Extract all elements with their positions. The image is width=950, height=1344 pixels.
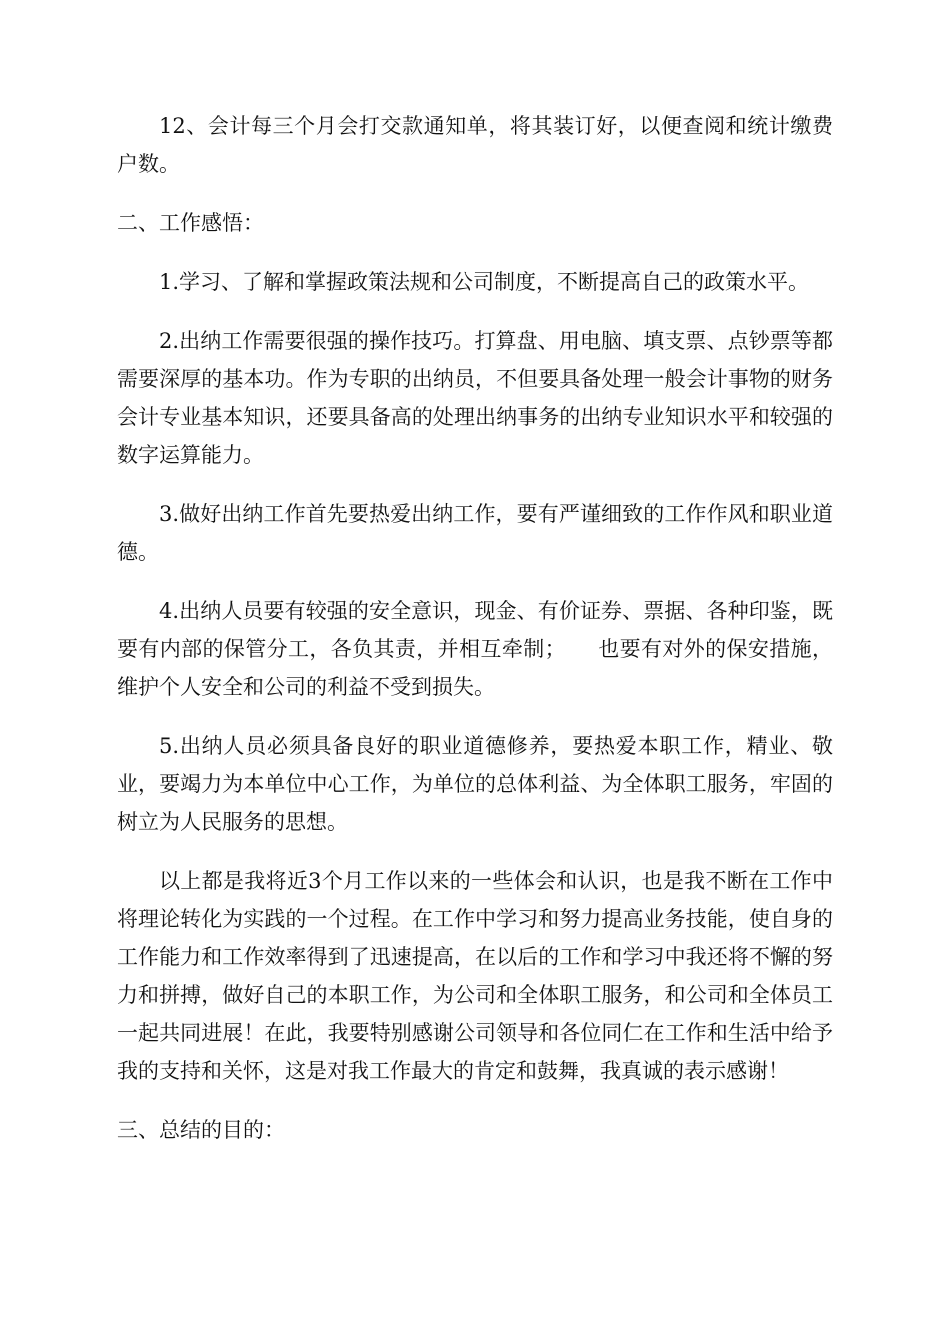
insight-item-3: 3.做好出纳工作首先要热爱出纳工作，要有严谨细致的工作作风和职业道德。	[117, 502, 833, 564]
section-heading-summary-purpose: 三、总结的目的：	[117, 1118, 285, 1142]
insight-item-2: 2.出纳工作需要很强的操作技巧。打算盘、用电脑、填支票、点钞票等都需要深厚的基本功。作为专职的出纳员，不但要具备处理一般会计事物的财务会计专业基本知识，还要具备高的处理出纳事务的出纳专业知识水平和较强的数字运算能力。	[117, 329, 833, 467]
insight-item-5: 5.出纳人员必须具备良好的职业道德修养，要热爱本职工作，精业、敬业，要竭力为本单位中心工作，为单位的总体利益、为全体职工服务，牢固的树立为人民服务的思想。	[117, 734, 833, 834]
insight-item-4: 4.出纳人员要有较强的安全意识，现金、有价证券、票据、各种印鉴，既要有内部的保管分工，各负其责，并相互牵制； 也要有对外的保安措施，维护个人安全和公司的利益不受到损失。	[117, 599, 833, 699]
insight-item-1: 1.学习、了解和掌握政策法规和公司制度，不断提高自己的政策水平。	[159, 270, 810, 294]
paragraph-item-12: 12、会计每三个月会打交款通知单，将其装订好，以便查阅和统计缴费户数。	[117, 114, 833, 176]
document-body	[117, 107, 833, 1170]
summary-paragraph: 以上都是我将近3个月工作以来的一些体会和认识，也是我不断在工作中将理论转化为实践的一个过程。在工作中学习和努力提高业务技能，使自身的工作能力和工作效率得到了迅速提高，在以后的工作和学习中我还将不懈的努力和拼搏，做好自己的本职工作，为公司和全体职工服务，和公司和全体员工一起共同进展！在此，我要特别感谢公司领导和各位同仁在工作和生活中给予我的支持和关怀，这是对我工作最大的肯定和鼓舞，我真诚的表示感谢！	[117, 869, 833, 1083]
section-heading-work-insights: 二、工作感悟：	[117, 211, 264, 235]
